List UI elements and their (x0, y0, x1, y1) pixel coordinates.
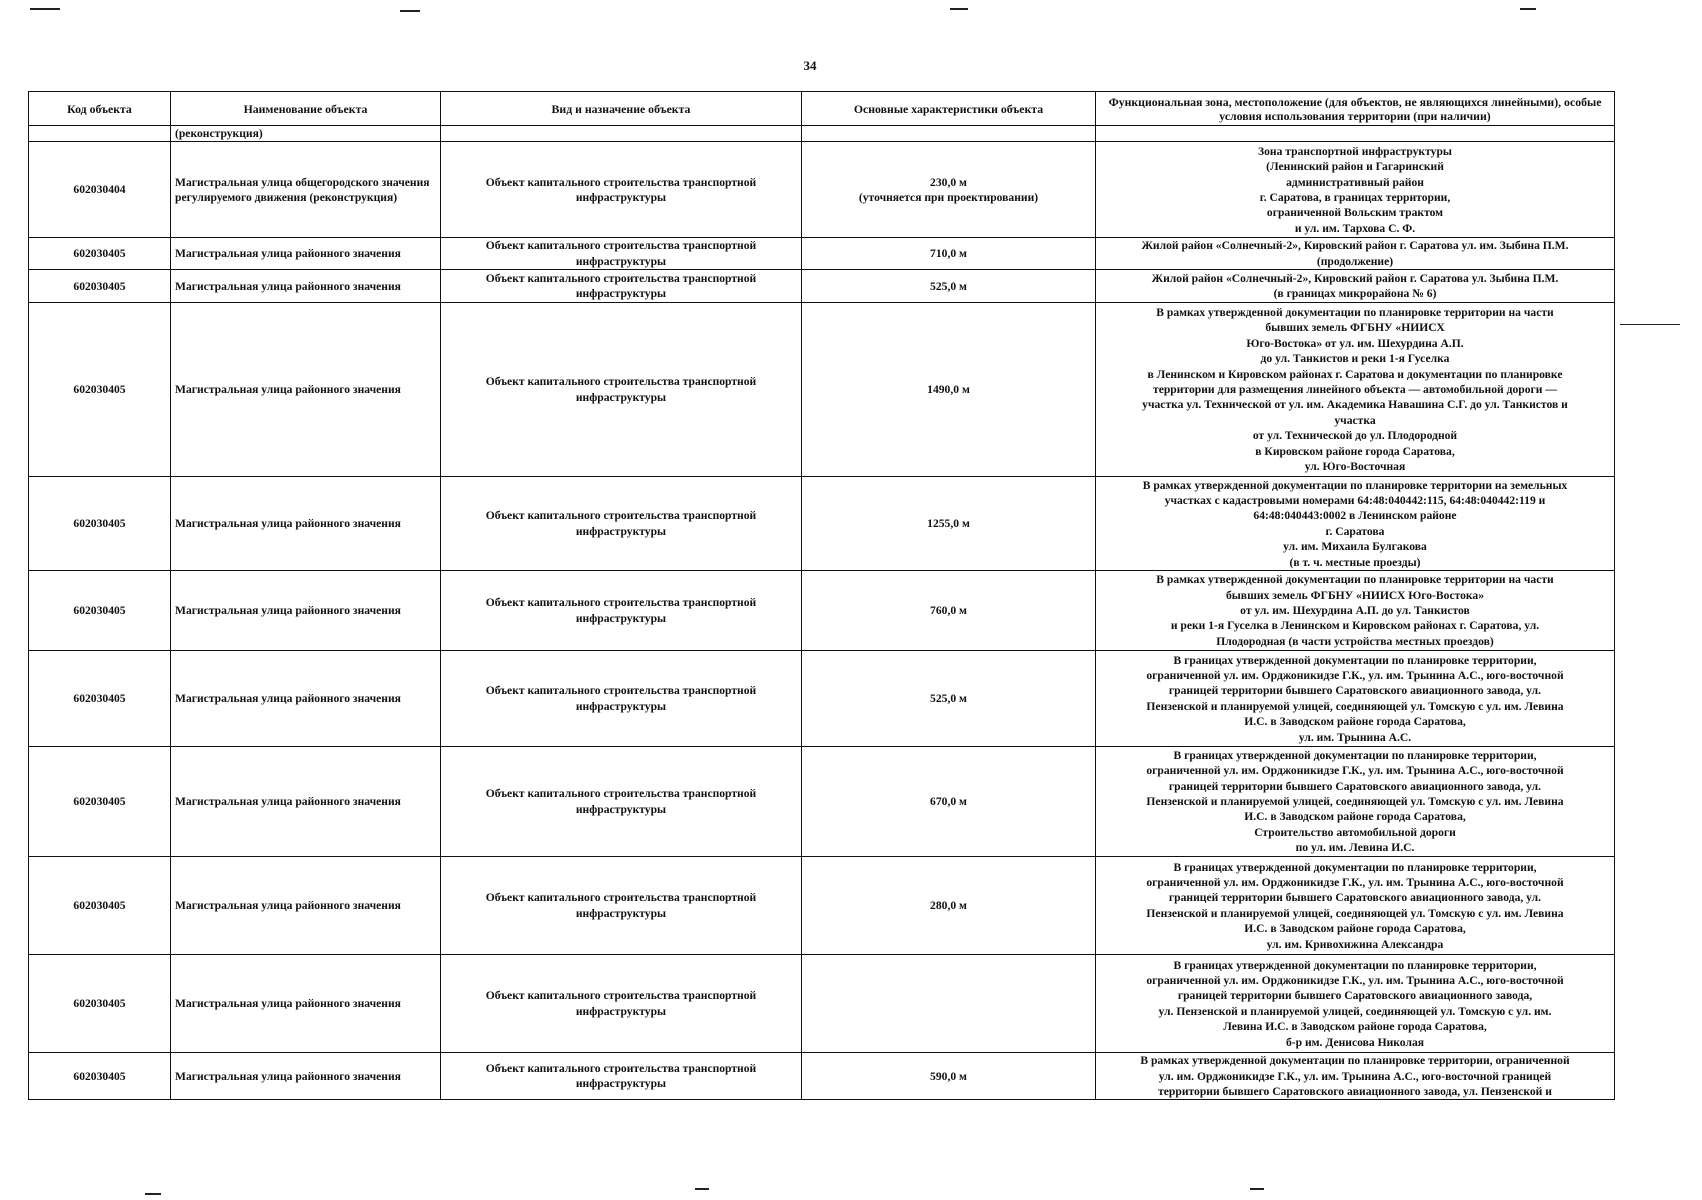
table-row (29, 955, 1615, 1053)
table-row (29, 238, 1615, 270)
cell-code: 602030405 (29, 270, 171, 303)
cell-code: 602030405 (29, 651, 171, 747)
cell-zone: В границах утвержденной документации по планировке территории, ограниченной ул. им. Орджоникидзе Г.К., ул. им. Трынина А.С., юго-восточной границей территории бывшего Саратовского авиационного завода, ул. Пензенской и планируемой улицей, соединяющей ул. Томскую с ул. им. Левина И.С. в Заводском районе города Саратова, ул. им. Трынина А.С. (1096, 651, 1615, 747)
cell-zone: Жилой район «Солнечный-2», Кировский район г. Саратова ул. им. Зыбина П.М. (продолжение) (1096, 238, 1615, 270)
cell-kind: Объект капитального строительства транспортной инфраструктуры (441, 651, 802, 747)
cell-zone: В границах утвержденной документации по планировке территории, ограниченной ул. им. Орджоникидзе Г.К., ул. им. Трынина А.С., юго-восточной границей территории бывшего Саратовского авиационного завода, ул. Пензенской и планируемой улицей, соединяющей ул. Томскую с ул. им. Левина И.С. в Заводском районе города Саратова, ул. им. Кривохижина Александра (1096, 857, 1615, 955)
table-row (29, 303, 1615, 477)
cell-name: Магистральная улица районного значения (171, 270, 441, 303)
table-row (29, 270, 1615, 303)
cell-zone: В границах утвержденной документации по планировке территории, ограниченной ул. им. Орджоникидзе Г.К., ул. им. Трынина А.С., юго-восточной границей территории бывшего Саратовского авиационного завода, ул. Пензенской и планируемой улицей, соединяющей ул. Томскую с ул. им. Левина И.С. в Заводском районе города Саратова, Строительство автомобильной дороги по ул. им. Левина И.С. (1096, 747, 1615, 857)
header-characteristics: Основные характеристики объекта (802, 92, 1096, 126)
cell-characteristics: 760,0 м (802, 571, 1096, 651)
cell-kind: Объект капитального строительства транспортной инфраструктуры (441, 857, 802, 955)
cell-name: Магистральная улица районного значения (171, 955, 441, 1053)
cell-code: 602030405 (29, 857, 171, 955)
cell-kind: Объект капитального строительства транспортной инфраструктуры (441, 238, 802, 270)
cell-name: Магистральная улица районного значения (171, 747, 441, 857)
header-kind: Вид и назначение объекта (441, 92, 802, 126)
cell-name: (реконструкция) (171, 126, 441, 142)
cell-zone: Зона транспортной инфраструктуры (Ленинский район и Гагаринский административный район г. Саратова, в границах территории, ограниченной Вольским трактом и ул. им. Тархова С. Ф. (1096, 142, 1615, 238)
cell-characteristics: 710,0 м (802, 238, 1096, 270)
scan-artifact (400, 10, 420, 12)
cell-code: 602030405 (29, 955, 171, 1053)
cell-characteristics: 280,0 м (802, 857, 1096, 955)
cell-name: Магистральная улица районного значения (171, 1053, 441, 1100)
cell-kind: Объект капитального строительства транспортной инфраструктуры (441, 142, 802, 238)
cell-zone (1096, 126, 1615, 142)
cell-code: 602030405 (29, 571, 171, 651)
cell-code: 602030404 (29, 142, 171, 238)
table-row (29, 571, 1615, 651)
cell-characteristics: 525,0 м (802, 651, 1096, 747)
cell-kind (441, 126, 802, 142)
scan-artifact (950, 8, 968, 10)
cell-name: Магистральная улица районного значения (171, 303, 441, 477)
header-code: Код объекта (29, 92, 171, 126)
cell-zone: В рамках утвержденной документации по планировке территории на земельных участках с кадастровыми номерами 64:48:040442:115, 64:48:040442:119 и 64:48:040443:0002 в Ленинском районе г. Саратова ул. им. Михаила Булгакова (в т. ч. местные проезды) (1096, 477, 1615, 571)
cell-characteristics: 590,0 м (802, 1053, 1096, 1100)
cell-kind: Объект капитального строительства транспортной инфраструктуры (441, 571, 802, 651)
cell-kind: Объект капитального строительства транспортной инфраструктуры (441, 477, 802, 571)
cell-code: 602030405 (29, 477, 171, 571)
page-number: 34 (803, 58, 817, 73)
table-row (29, 1053, 1615, 1100)
cell-kind: Объект капитального строительства транспортной инфраструктуры (441, 303, 802, 477)
objects-table (28, 91, 1615, 1100)
table-row (29, 477, 1615, 571)
cell-characteristics: 1255,0 м (802, 477, 1096, 571)
cell-kind: Объект капитального строительства транспортной инфраструктуры (441, 955, 802, 1053)
cell-zone: В границах утвержденной документации по планировке территории, ограниченной ул. им. Орджоникидзе Г.К., ул. им. Трынина А.С., юго-восточной границей территории бывшего Саратовского авиационного завода, ул. Пензенской и планируемой улицей, соединяющей ул. Томскую с ул. им. Левина И.С. в Заводском районе города Саратова, б-р им. Денисова Николая (1096, 955, 1615, 1053)
scan-artifact (145, 1193, 161, 1195)
continuation-row (29, 126, 1615, 142)
scan-artifact (695, 1188, 709, 1190)
cell-characteristics: 1490,0 м (802, 303, 1096, 477)
cell-characteristics: 230,0 м (уточняется при проектировании) (802, 142, 1096, 238)
cell-kind: Объект капитального строительства транспортной инфраструктуры (441, 270, 802, 303)
cell-zone: В рамках утвержденной документации по планировке территории, ограниченной ул. им. Орджоникидзе Г.К., ул. им. Трынина А.С., юго-восточной границей территории бывшего Саратовского авиационного завода, ул. Пензенской и (1096, 1053, 1615, 1100)
cell-name: Магистральная улица районного значения (171, 857, 441, 955)
cell-characteristics: 525,0 м (802, 270, 1096, 303)
cell-characteristics: 670,0 м (802, 747, 1096, 857)
cell-name: Магистральная улица районного значения (171, 651, 441, 747)
cell-name: Магистральная улица районного значения (171, 477, 441, 571)
cell-zone: В рамках утвержденной документации по планировке территории на части бывших земель ФГБНУ «НИИСХ Юго-Востока» от ул. им. Шехурдина А.П. до ул. Танкистов и реки 1-я Гуселка в Ленинском и Кировском районах г. Саратова и документации по планировке территории для размещения линейного объекта — автомобильной дороги — участка ул. Технической от ул. им. Академика Навашина С.Г. до ул. Танкистов и участка от ул. Технической до ул. Плодородной в Кировском районе города Саратова, ул. Юго-Восточная (1096, 303, 1615, 477)
cell-name: Магистральная улица районного значения (171, 238, 441, 270)
cell-code (29, 126, 171, 142)
table-row (29, 142, 1615, 238)
cell-zone: В рамках утвержденной документации по планировке территории на части бывших земель ФГБНУ «НИИСХ Юго-Востока» от ул. им. Шехурдина А.П. до ул. Танкистов и реки 1-я Гуселка в Ленинском и Кировском районах г. Саратова, ул. Плодородная (в части устройства местных проездов) (1096, 571, 1615, 651)
header-name: Наименование объекта (171, 92, 441, 126)
cell-code: 602030405 (29, 747, 171, 857)
cell-code: 602030405 (29, 303, 171, 477)
table-row (29, 651, 1615, 747)
cell-code: 602030405 (29, 238, 171, 270)
header-zone: Функциональная зона, местоположение (для объектов, не являющихся линейными), особые условия использования территории (при наличии) (1096, 92, 1615, 126)
cell-characteristics (802, 126, 1096, 142)
cell-kind: Объект капитального строительства транспортной инфраструктуры (441, 1053, 802, 1100)
table-header-row (29, 92, 1615, 126)
scan-artifact (1520, 8, 1536, 10)
cell-code: 602030405 (29, 1053, 171, 1100)
cell-name: Магистральная улица районного значения (171, 571, 441, 651)
table-row (29, 747, 1615, 857)
cell-kind: Объект капитального строительства транспортной инфраструктуры (441, 747, 802, 857)
cell-name: Магистральная улица общегородского значения регулируемого движения (реконструкция) (171, 142, 441, 238)
cell-zone: Жилой район «Солнечный-2», Кировский район г. Саратова ул. Зыбина П.М. (в границах микрорайона № 6) (1096, 270, 1615, 303)
scan-artifact (1620, 324, 1680, 325)
cell-characteristics (802, 955, 1096, 1053)
table-row (29, 857, 1615, 955)
scan-artifact (1250, 1188, 1264, 1190)
scan-artifact (30, 8, 60, 10)
